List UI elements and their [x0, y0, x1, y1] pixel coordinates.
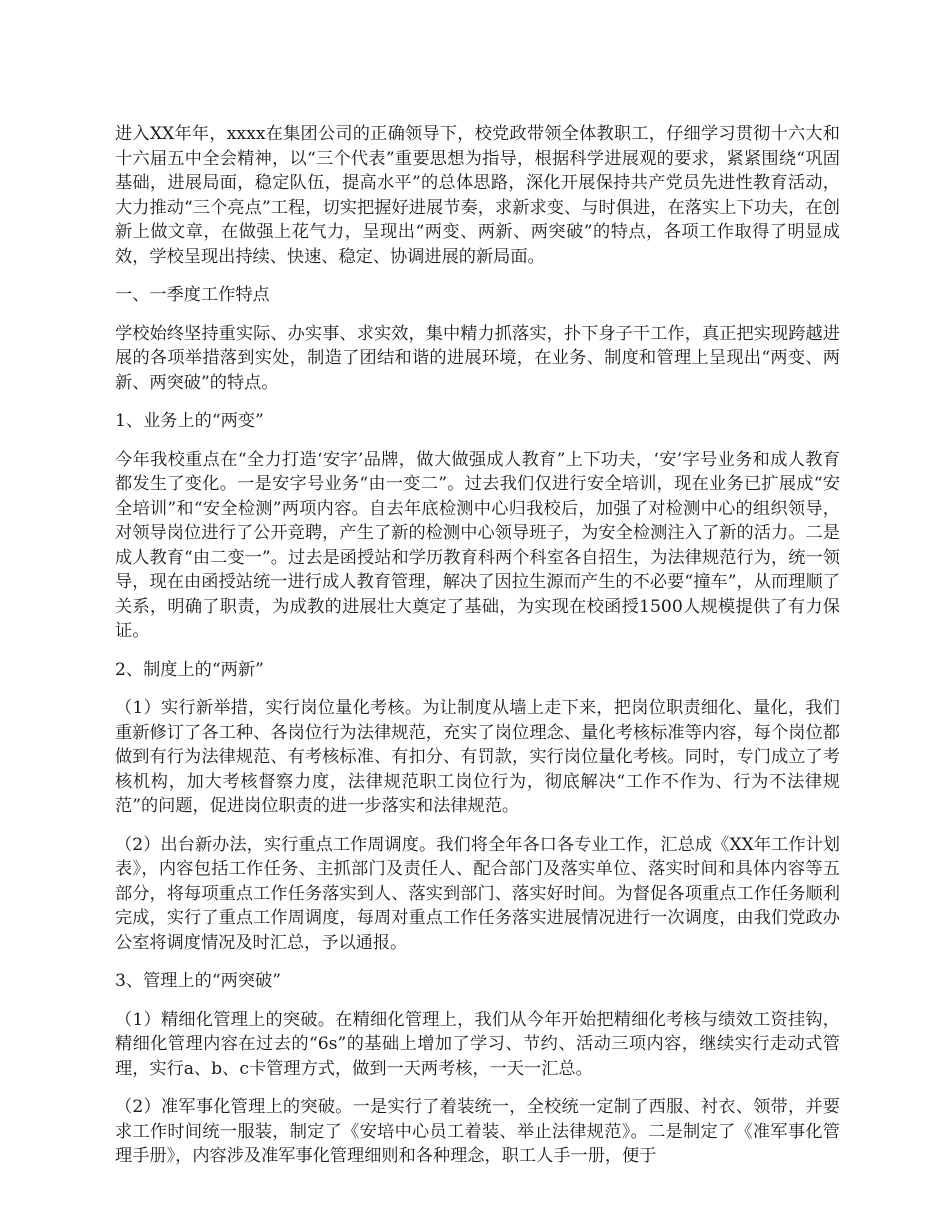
management-breakthrough-1-paragraph: （1）精细化管理上的突破。在精细化管理上，我们从今年开始把精细化考核与绩效工资挂钩，精细化管理内容在过去的“6s”的基础上增加了学习、节约、活动三项内容，继续实行走动式管理，实行a、b、c卡管理方式，做到一天两考核，一天一汇总。 [115, 1009, 840, 1079]
system-innovation-2-paragraph: （2）出台新办法，实行重点工作周调度。我们将全年各口各专业工作，汇总成《XX年工作计划表》，内容包括工作任务、主抓部门及责任人、配合部门及落实单位、落实时间和具体内容等五部分，将每项重点工作任务落实到人、落实到部门、落实好时间。为督促各项重点工作任务顺利完成，实行了重点工作周调度，每周对重点工作任务落实进展情况进行一次调度，由我们党政办公室将调度情况及时汇总，予以通报。 [115, 834, 840, 953]
q1-features-paragraph: 学校始终坚持重实际、办实事、求实效，集中精力抓落实，扑下身子干工作，真正把实现跨越进展的各项举措落到实处，制造了团结和谐的进展环境，在业务、制度和管理上呈现出“两变、两新、两突破”的特点。 [115, 323, 840, 393]
subheading-management-breakthroughs: 3、管理上的“两突破” [115, 971, 282, 991]
system-innovation-1-paragraph: （1）实行新举措，实行岗位量化考核。为让制度从墙上走下来，把岗位职责细化、量化，我们重新修订了各工种、各岗位行为法律规范，充实了岗位理念、量化考核标准等内容，每个岗位都做到有行为法律规范、有考核标准、有扣分、有罚款，实行岗位量化考核。同时，专门成立了考核机构，加大考核督察力度，法律规范职工岗位行为，彻底解决“工作不作为、行为不法律规范”的问题，促进岗位职责的进一步落实和法律规范。 [115, 698, 840, 816]
document-page [115, 122, 840, 1183]
intro-paragraph: 进入XX年年，xxxx在集团公司的正确领导下，校党政带领全体教职工，仔细学习贯彻十六大和十六届五中全会精神，以“三个代表”重要思想为指导，根据科学进展观的要求，紧紧围绕“巩固基础，进展局面，稳定队伍，提高水平”的总体思路，深化开展保持共产党员先进性教育活动，大力推动“三个亮点”工程，切实把握好进展节奏，求新求变、与时俱进，在落实上下功夫，在创新上做文章，在做强上花气力，呈现出“两变、两新、两突破”的特点，各项工作取得了明显成效，学校呈现出持续、快速、稳定、协调进展的新局面。 [115, 124, 840, 267]
subheading-business-changes: 1、业务上的“两变” [115, 411, 264, 431]
business-changes-paragraph: 今年我校重点在“全力打造‘安字’品牌，做大做强成人教育”上下功夫，‘安’字号业务和成人教育都发生了变化。一是安字号业务“由一变二”。过去我们仅进行安全培训，现在业务已扩展成“安全培训”和“安全检测”两项内容。自去年底检测中心归我校后，加强了对检测中心的组织领导，对领导岗位进行了公开竞聘，产生了新的检测中心领导班子，为安全检测注入了新的活力。二是成人教育“由二变一”。过去是函授站和学历教育科两个科室各自招生，为法律规范行为，统一领导，现在由函授站统一进行成人教育管理，解决了因拉生源而产生的不必要“撞车”，从而理顺了关系，明确了职责，为成教的进展壮大奠定了基础，为实现在校函授1500人规模提供了有力保证。 [115, 449, 840, 641]
section-heading-q1-features: 一、一季度工作特点 [115, 285, 270, 305]
subheading-system-innovations: 2、制度上的“两新” [115, 659, 264, 680]
management-breakthrough-2-paragraph: （2）准军事化管理上的突破。一是实行了着装统一，全校统一定制了西服、衬衣、领带，并要求工作时间统一服装，制定了《安培中心员工着装、举止法律规范》。二是制定了《准军事化管理手册》，内容涉及准军事化管理细则和各种理念，职工人手一册，便于 [115, 1097, 840, 1166]
